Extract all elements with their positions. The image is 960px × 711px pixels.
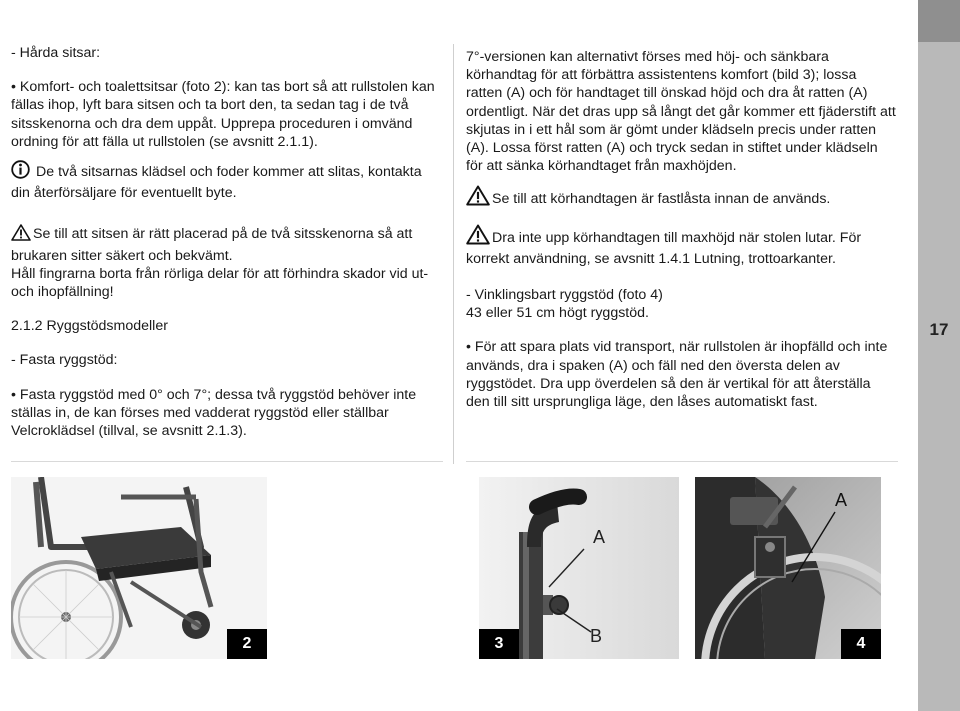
left-column <box>11 0 441 440</box>
fixed-backrest-heading: - Fasta ryggstöd: <box>11 352 118 369</box>
page-side-tab <box>918 0 960 711</box>
info-note-text: De två sitsarnas klädsel och foder kommer att slitas, kontakta din återförsäljare för eventuellt byte. <box>11 164 422 202</box>
info-note <box>11 160 441 202</box>
photo-2-wheelchair <box>11 477 267 659</box>
warning-seat-text: Se till att sitsen är rätt placerad på de två sitsskenorna så att brukaren sitter säkert och bekvämt. <box>11 226 413 264</box>
warning-icon <box>466 185 490 211</box>
photo-3-label: 3 <box>479 629 519 659</box>
comfort-seat-text: • Komfort- och toalettsitsar (foto 2): kan tas bort så att rullstolen kan fällas ihop, lyft bara sitsen och ta bort den, ta sedan tag i de två sitsskenorna och dra dem uppåt. Upprepa proceduren i omvänd ordning för att fälla ut rullstolen (se avsnitt 2.1.1). <box>11 79 435 150</box>
column-divider <box>453 44 454 464</box>
section-title: 2.1.2 Ryggstödsmodeller <box>11 318 168 335</box>
photo-4-callout-a: A <box>835 490 848 510</box>
side-tab-top-strip <box>918 0 960 42</box>
left-rule <box>11 461 443 462</box>
photo-2-label: 2 <box>227 629 267 659</box>
warning-tilt-text: Dra inte upp körhandtagen till maxhöjd när stolen lutar. För korrekt användning, se avsnitt 1.4.1 Lutning, trottoarkanter. <box>466 229 862 267</box>
right-rule <box>466 461 898 462</box>
photo-4-folding-backrest <box>695 477 881 659</box>
photo-3-push-handle <box>479 477 679 659</box>
info-icon <box>11 160 30 184</box>
warning-fingers-text: Håll fingrarna borta från rörliga delar för att förhindra skador vid ut- och ihopfällning! <box>11 265 429 301</box>
photo-3-callout-a: A <box>593 527 606 547</box>
folding-backrest-text: • För att spara plats vid transport, när rullstolen är ihopfälld och inte används, dra i spaken (A) och fäll ned den översta delen av ryggstödet. Dra upp överdelen så den är vertikal för att återställa den till sitt ursprungliga läge, den låses automatiskt fast. <box>466 339 888 411</box>
handle-7deg-text: 7°-versionen kan alternativt förses med höj- och sänkbara körhandtag för att förbättra assistentens komfort (bild 3); lossa ratten (A) och för handtaget till önskad höjd och dra åt ratten (A) ordentligt. När det dras upp så långt det går kommer ett fjäderstift att skjutas in i ett hål som är gömt under klädseln precis under ratten (A). Lossa först ratten (A) och tryck sedan in stiftet under klädseln för att sänka körhandtaget från maxhöjden. <box>466 49 896 175</box>
photo-3-callout-b: B <box>590 626 603 646</box>
page-number: 17 <box>929 320 949 339</box>
folding-backrest-sub: 43 eller 51 cm högt ryggstöd. <box>466 305 649 322</box>
warning-handles-locked-text: Se till att körhandtagen är fastlåsta innan de används. <box>492 191 831 208</box>
hard-seats-heading: - Hårda sitsar: <box>11 45 101 61</box>
warning-icon <box>466 224 490 250</box>
warning-tilt <box>466 224 896 268</box>
photo-4-label: 4 <box>841 629 881 659</box>
right-column <box>466 0 896 411</box>
warning-icon <box>11 224 31 246</box>
folding-backrest-heading: - Vinklingsbart ryggstöd (foto 4) <box>466 287 663 304</box>
fixed-backrest-text: • Fasta ryggstöd med 0° och 7°; dessa två ryggstöd behöver inte ställas in, de kan förses med vadderat ryggstöd eller ställbar Velcroklädsel (tillval, se avsnitt 2.1.3). <box>11 386 417 440</box>
warning-handles-locked <box>466 185 896 211</box>
warning-seat <box>11 224 441 264</box>
